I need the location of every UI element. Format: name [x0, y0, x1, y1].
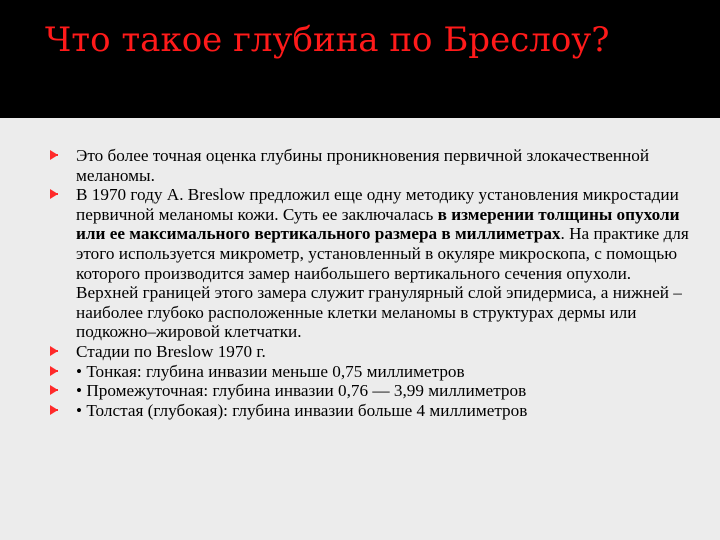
list-item: [56, 146, 696, 185]
list-item: [56, 362, 696, 382]
list-item: [56, 185, 696, 342]
item-text: • Толстая (глубокая): глубина инвазии больше 4 миллиметров: [76, 400, 528, 420]
arrow-bullet-icon: [50, 405, 58, 415]
arrow-bullet-icon: [50, 385, 58, 395]
item-text: Стадии по Breslow 1970 г.: [76, 341, 266, 361]
arrow-bullet-icon: [50, 346, 58, 356]
list-item: [56, 401, 696, 421]
item-text: Это более точная оценка глубины проникновения первичной злокачественной меланомы.: [76, 146, 650, 185]
arrow-bullet-icon: [50, 189, 58, 199]
item-text-bold: в измерении толщины опухоли или ее максимального вертикального размера в миллиметрах: [76, 204, 680, 244]
item-text: В 1970 году А. Breslow предложил еще одну методику установления микростадии первичной меланомы кожи. Суть ее заключалась: [76, 185, 679, 224]
item-text: . На практике для этого используется микрометр, установленный в окуляре микроскопа, с помощью которого производится замер наибольшего вертикального сечения опухоли. Верхней границей этого замера служит гранулярный слой эпидермиса, а нижней – наиболее глубоко расположенные клетки меланомы в структурах дермы или подкожно–жировой клетчатки.: [76, 224, 689, 342]
slide-title: Что такое глубина по Бреслоу?: [45, 20, 610, 60]
title-band: [0, 0, 720, 118]
item-text: • Промежуточная: глубина инвазии 0,76 — 3,99 миллиметров: [76, 381, 527, 401]
arrow-bullet-icon: [50, 366, 58, 376]
list-item: [56, 342, 696, 362]
item-text: • Тонкая: глубина инвазии меньше 0,75 миллиметров: [76, 361, 465, 381]
bullet-list: [56, 146, 696, 420]
arrow-bullet-icon: [50, 150, 58, 160]
list-item: [56, 381, 696, 401]
